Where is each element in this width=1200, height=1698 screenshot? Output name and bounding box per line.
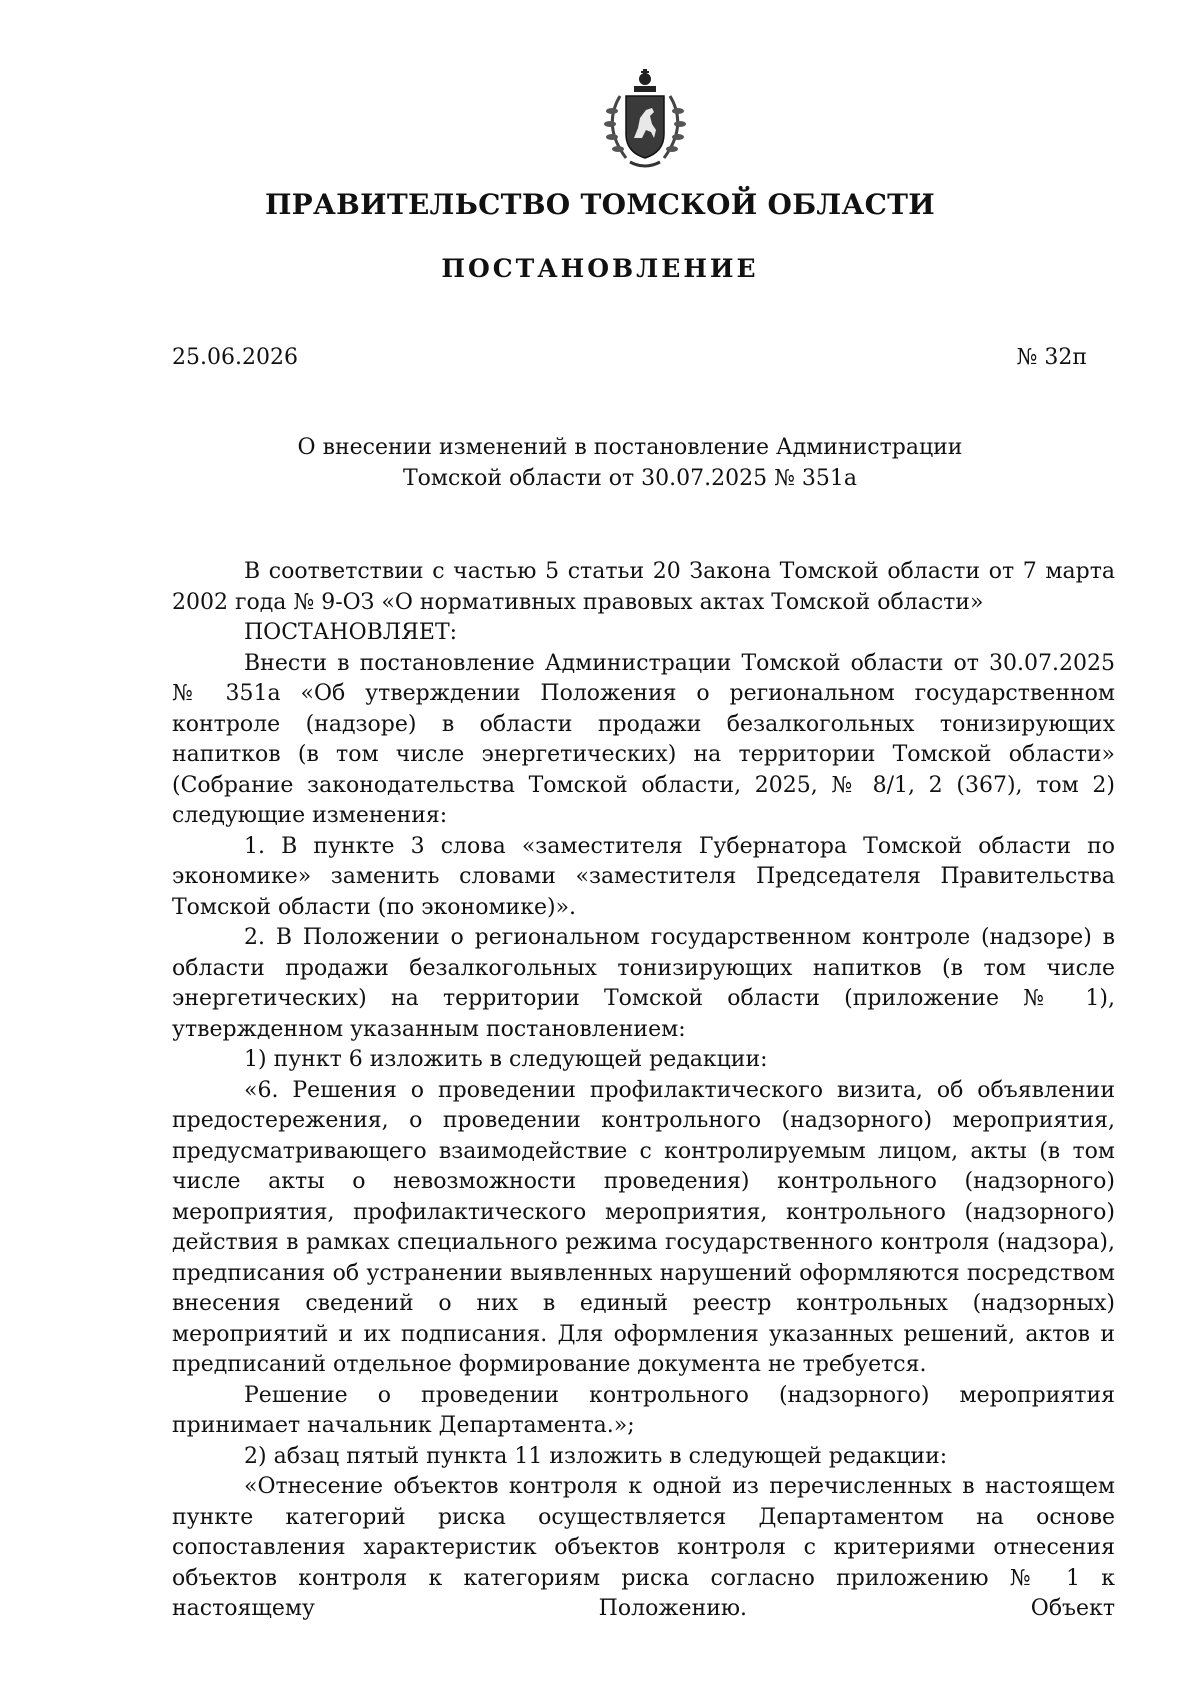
paragraph: «6. Решения о проведении профилактического визита, об объявлении предостережения, о проведении контрольного (надзорного) мероприятия, предусматривающего взаимодействие с контролируемым лицом, акты (в том числе акты о невозможности проведения) контрольного (надзорного) мероприятия, профилактического мероприятия, контрольного (надзорного) действия в рамках специального режима государственного контроля (надзора), предписания об устранении выявленных нарушений оформляются посредством внесения сведений о них в единый реестр контрольных (надзорных) мероприятий и их подписания. Для оформления указанных решений, актов и предписаний отдельное формирование документа не требуется. [172,1077,1115,1377]
paragraph: Внести в постановление Администрации Томской области от 30.07.2025 № 351а «Об утверждении Положения о региональном государственном контроле (надзоре) в области продажи безалкогольных тонизирующих напитков (в том числе энергетических) на территории Томской области» (Собрание законодательства Томской области, 2025, № 8/1, 2 (367), том 2) следующие изменения: [172,650,1115,828]
document-type-title: ПОСТАНОВЛЕНИЕ [441,254,759,283]
paragraph: 2) абзац пятый пункта 11 изложить в следующей редакции: [244,1443,948,1469]
paragraph: 1. В пункте 3 слова «заместителя Губернатора Томской области по экономике» заменить словами «заместителя Председателя Правительства Томской области (по экономике)». [172,833,1115,920]
paragraph: Решение о проведении контрольного (надзорного) мероприятия принимает начальник Департамента.»; [172,1382,1115,1438]
paragraph: ПОСТАНОВЛЯЕТ: [244,620,458,645]
subject-line: О внесении изменений в постановление Администрации [297,435,963,460]
paragraph: «Отнесение объектов контроля к одной из перечисленных в настоящем пункте категорий риска осуществляется Департаментом на основе сопоставления характеристик объектов контроля с критериями отнесения объектов контроля к категориям риска согласно приложению № 1 к настоящему Положению. Объект [172,1474,1115,1621]
document-body [172,557,1115,1625]
paragraph: 2. В Положении о региональном государственном контроле (надзоре) в области продажи безалкогольных тонизирующих напитков (в том числе энергетических) на территории Томской области (приложение № 1), утвержденном указанным постановлением: [172,925,1115,1042]
document-date: 25.06.2026 [172,345,298,370]
paragraph: В соответствии с частью 5 статьи 20 Закона Томской области от 7 марта 2002 года № 9-ОЗ «О нормативных правовых актах Томской области» [172,559,1115,615]
document-subject [200,432,1060,494]
coat-of-arms-emblem [590,66,700,176]
document-number: № 32п [1016,345,1087,370]
paragraph: 1) пункт 6 изложить в следующей редакции: [244,1047,768,1072]
subject-line: Томской области от 30.07.2025 № 351а [402,466,858,491]
organization-title: ПРАВИТЕЛЬСТВО ТОМСКОЙ ОБЛАСТИ [264,188,936,221]
